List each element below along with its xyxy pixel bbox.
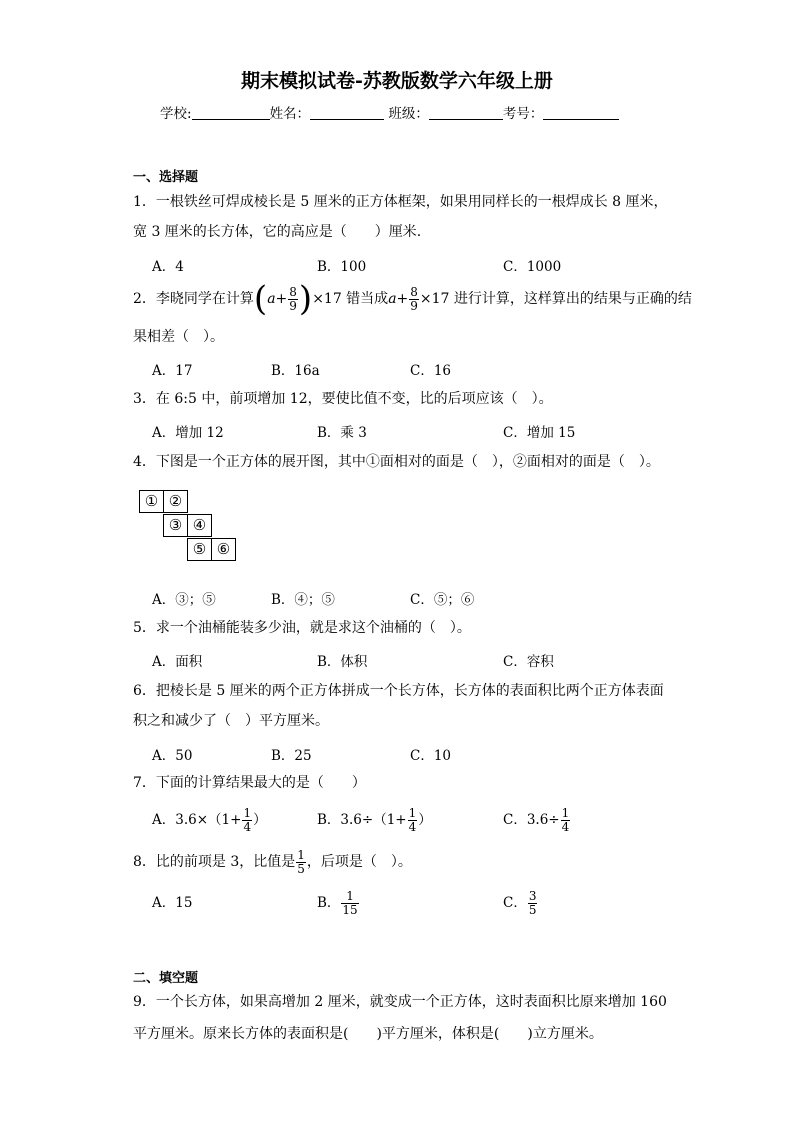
q2-plus: + <box>275 291 288 307</box>
net-face-4: ④ <box>187 514 212 537</box>
q4-option-b[interactable]: B．④；⑤ <box>271 592 335 608</box>
q4-option-a[interactable]: A．③；⑤ <box>152 592 216 608</box>
exam-no-blank[interactable] <box>543 105 619 120</box>
q2-mid: ×17 错当成 <box>312 291 389 307</box>
q2-var-a-2: a <box>388 291 397 307</box>
q4-option-c[interactable]: C．⑤；⑥ <box>410 592 475 608</box>
q3-text: 3．在 6:5 中，前项增加 12，要使比值不变，比的后项应该（ ）。 <box>133 391 553 407</box>
q8-fraction: $\frac{1}{5}$ <box>297 847 305 876</box>
q2-var-a: a <box>267 291 276 307</box>
q1-text-line1: 1．一根铁丝可焊成棱长是 5 厘米的正方体框架，如果用同样长的一根焊成长 8 厘米， <box>133 194 668 210</box>
q7-option-b[interactable]: B．3.6÷（1+ $\frac{1}{4}$ ） <box>317 806 432 834</box>
q7-text: 7．下面的计算结果最大的是（ ） <box>133 775 366 791</box>
net-face-1: ① <box>139 490 164 513</box>
q8-option-a[interactable]: A．15 <box>152 895 193 911</box>
q2-option-c[interactable]: C．16 <box>410 363 452 379</box>
school-blank[interactable] <box>192 105 270 120</box>
q2-prefix: 2．李晓同学在计算 <box>133 291 254 307</box>
name-label: 姓名： <box>269 106 311 122</box>
school-label: 学校: <box>160 106 192 122</box>
q6-text-line2: 积之和减少了（ ）平方厘米。 <box>133 713 329 729</box>
q2-option-b[interactable]: B．16a <box>271 363 320 379</box>
net-face-6: ⑥ <box>211 538 236 561</box>
q3-option-a[interactable]: A．增加 12 <box>152 425 224 441</box>
q2-fraction: $\frac{8}{9}$ <box>289 284 297 313</box>
q6-option-c[interactable]: C．10 <box>410 748 452 764</box>
q5-option-a[interactable]: A．面积 <box>152 654 203 670</box>
name-blank[interactable] <box>310 105 384 120</box>
q2-paren-close: ) <box>298 279 313 319</box>
exam-no-label: 考号： <box>502 106 544 122</box>
net-face-5: ⑤ <box>187 538 212 561</box>
q1-option-b[interactable]: B．100 <box>317 259 367 275</box>
q2-text-line1 <box>133 281 692 317</box>
class-blank[interactable] <box>429 105 503 120</box>
q3-option-b[interactable]: B．乘 3 <box>317 425 367 441</box>
q8-c-fraction: $\frac{3}{5}$ <box>528 889 537 917</box>
q8-option-c[interactable]: C． $\frac{3}{5}$ <box>503 889 537 917</box>
section-choice-heading: 一、选择题 <box>133 170 199 185</box>
q1-option-c[interactable]: C．1000 <box>503 259 562 275</box>
q8-b-fraction: $\frac{1}{15}$ <box>342 889 358 917</box>
page-title: 期末模拟试卷-苏教版数学六年级上册 <box>241 70 553 92</box>
q8-option-b[interactable]: B． $\frac{1}{15}$ <box>317 889 358 917</box>
q8-text: 8．比的前项是 3，比值是 $\frac{1}{5}$ ，后项是（ ）。 <box>133 847 412 876</box>
q7-a-fraction: $\frac{1}{4}$ <box>243 806 252 834</box>
q1-text-line2: 宽 3 厘米的长方体，它的高应是（ ）厘米. <box>133 224 422 240</box>
q2-paren-open: ( <box>253 279 268 319</box>
q2-fraction-2: $\frac{8}{9}$ <box>410 284 418 313</box>
class-label: 班级： <box>388 106 429 122</box>
cube-net-diagram <box>139 490 237 562</box>
q9-text-line1: 9．一个长方体，如果高增加 2 厘米，就变成一个正方体，这时表面积比原来增加 160 <box>133 994 667 1010</box>
net-face-3: ③ <box>163 514 188 537</box>
net-face-2: ② <box>163 490 188 513</box>
q6-text-line1: 6．把棱长是 5 厘米的两个正方体拼成一个长方体，长方体的表面积比两个正方体表面 <box>133 683 664 699</box>
q7-c-fraction: $\frac{1}{4}$ <box>561 806 570 834</box>
q6-option-b[interactable]: B．25 <box>271 748 312 764</box>
q5-option-b[interactable]: B．体积 <box>317 654 368 670</box>
q5-text: 5．求一个油桶能装多少油，就是求这个油桶的（ ）。 <box>133 620 471 636</box>
q3-option-c[interactable]: C．增加 15 <box>503 425 576 441</box>
q6-option-a[interactable]: A．50 <box>152 748 193 764</box>
q2-text-line2: 果相差（ ）。 <box>133 329 224 345</box>
q4-text: 4．下图是一个正方体的展开图，其中①面相对的面是（ ），②面相对的面是（ ）。 <box>133 454 660 470</box>
q7-option-a[interactable]: A．3.6×（1+ $\frac{1}{4}$ ） <box>152 806 267 834</box>
q7-b-fraction: $\frac{1}{4}$ <box>408 806 417 834</box>
q1-option-a[interactable]: A．4 <box>152 259 184 275</box>
q9-text-line2: 平方厘米。原来长方体的表面积是( )平方厘米，体积是( )立方厘米。 <box>133 1026 603 1042</box>
q2-plus-2: + <box>396 291 409 307</box>
q2-suffix: ×17 进行计算，这样算出的结果与正确的结 <box>419 291 692 307</box>
section-fill-heading: 二、填空题 <box>133 971 199 986</box>
q2-option-a[interactable]: A．17 <box>152 363 193 379</box>
student-info-line <box>160 102 619 122</box>
q5-option-c[interactable]: C．容积 <box>503 654 554 670</box>
q7-option-c[interactable]: C．3.6÷ $\frac{1}{4}$ <box>503 806 570 834</box>
